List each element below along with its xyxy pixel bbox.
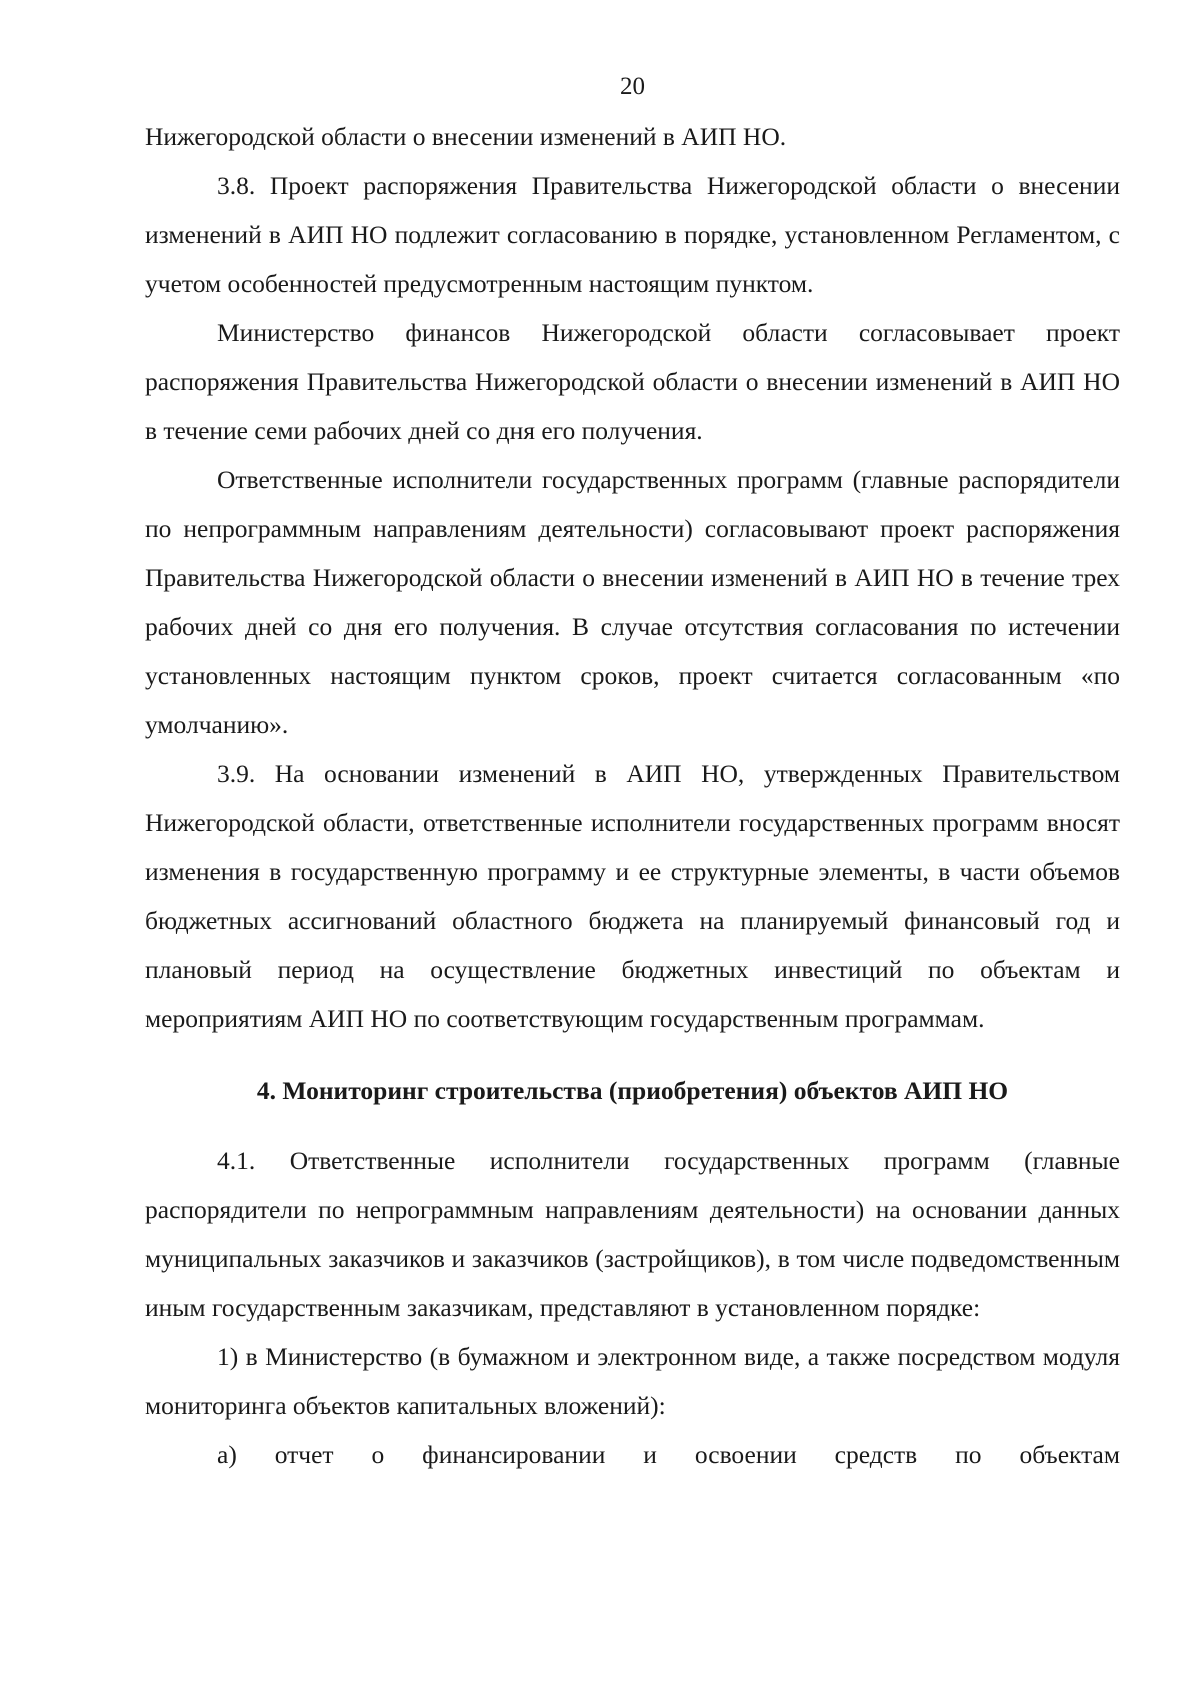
paragraph-3-8: 3.8. Проект распоряжения Правительства Нижегородской области о внесении изменений в АИП НО подлежит согласованию в порядке, установленном Регламентом, с учетом особенностей предусмотренным настоящим пунктом. [145,171,1120,298]
document-body [145,112,1120,1479]
paragraph-executors-approval: Ответственные исполнители государственных программ (главные распорядители по непрограммным направлениям деятельности) согласовывают проект распоряжения Правительства Нижегородской области о внесении изменений в АИП НО в течение трех рабочих дней со дня его получения. В случае отсутствия согласования по истечении установленных настоящим пунктом сроков, проект считается согласованным «по умолчанию». [145,465,1120,739]
paragraph-item-a: а) отчет о финансировании и освоении средств по объектам [217,1440,1120,1469]
paragraph-continuation: Нижегородской области о внесении изменений в АИП НО. [145,122,787,151]
paragraph-minfin-approval: Министерство финансов Нижегородской области согласовывает проект распоряжения Правительства Нижегородской области о внесении изменений в АИП НО в течение семи рабочих дней со дня его получения. [145,318,1120,445]
paragraph-3-9: 3.9. На основании изменений в АИП НО, утвержденных Правительством Нижегородской области, ответственные исполнители государственных программ вносят изменения в государственную программу и ее структурные элементы, в части объемов бюджетных ассигнований областного бюджета на планируемый финансовый год и плановый период на осуществление бюджетных инвестиций по объектам и мероприятиям АИП НО по соответствующим государственным программам. [145,759,1120,1033]
paragraph-item-1: 1) в Министерство (в бумажном и электронном виде, а также посредством модуля мониторинга объектов капитальных вложений): [145,1342,1120,1420]
page-number: 20 [620,73,645,100]
section-4-heading: 4. Мониторинг строительства (приобретения) объектов АИП НО [256,1076,1009,1105]
paragraph-4-1: 4.1. Ответственные исполнители государственных программ (главные распорядители по непрограммным направлениям деятельности) на основании данных муниципальных заказчиков и заказчиков (застройщиков), в том числе подведомственным иным государственным заказчикам, представляют в установленном порядке: [145,1146,1120,1322]
